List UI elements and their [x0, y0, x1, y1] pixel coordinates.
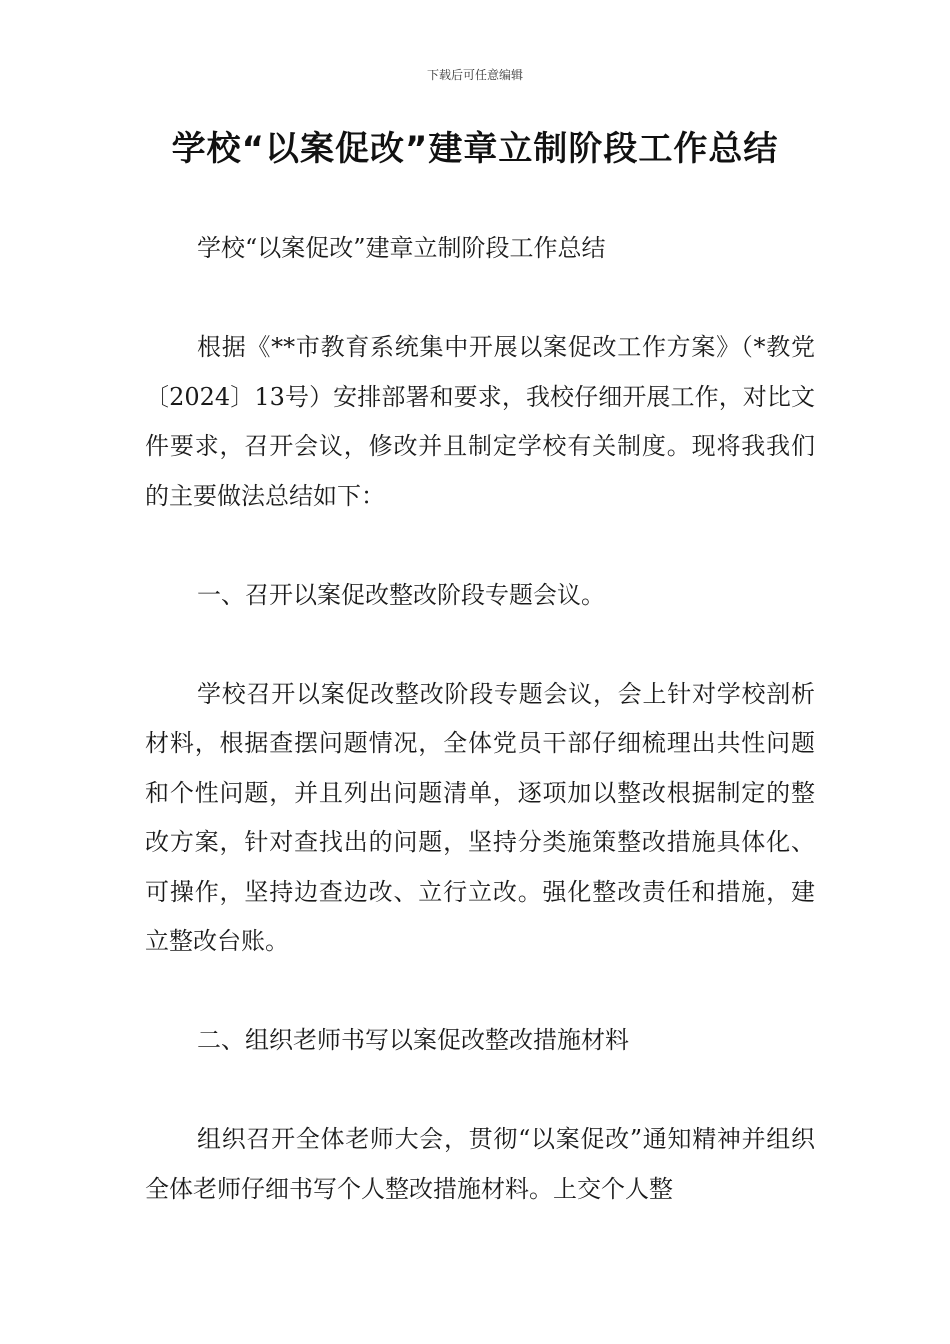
intro-paragraph: 根据《**市教育系统集中开展以案促改工作方案》（*教党〔2024〕13号）安排部署和要求，我校仔细开展工作，对比文件要求，召开会议，修改并且制定学校有关制度。现将我我们的主要做法总结如下：: [145, 333, 815, 510]
section-2-paragraph: 组织召开全体老师大会，贯彻“以案促改”通知精神并组织全体老师仔细书写个人整改措施材料。上交个人整: [145, 1125, 815, 1203]
section-heading-2: 二、组织老师书写以案促改整改措施材料: [197, 1026, 629, 1054]
header-note: 下载后可任意编辑: [426, 68, 523, 82]
section-heading-1: 一、召开以案促改整改阶段专题会议。: [197, 580, 605, 609]
subtitle-paragraph: 学校“以案促改”建章立制阶段工作总结: [197, 234, 606, 262]
section-1-paragraph: 学校召开以案促改整改阶段专题会议，会上针对学校剖析材料，根据查摆问题情况，全体党员干部仔细梳理出共性问题和个性问题，并且列出问题清单，逐项加以整改根据制定的整改方案，针对查找出的问题，坚持分类施策整改措施具体化、可操作，坚持边查边改、立行立改。强化整改责任和措施，建立整改台账。: [145, 679, 815, 955]
document-body: [145, 224, 815, 1264]
document-title: 学校“以案促改”建章立制阶段工作总结: [171, 129, 779, 169]
